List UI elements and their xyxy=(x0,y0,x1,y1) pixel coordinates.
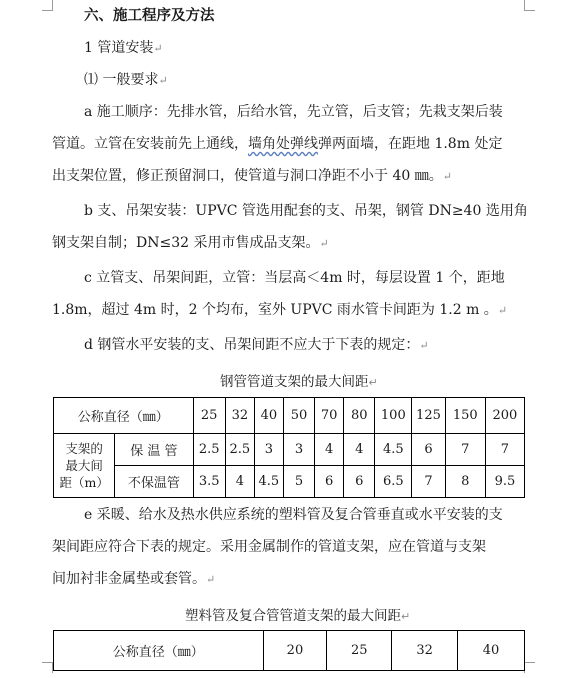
table1-header-label: 公称直径（㎜） xyxy=(54,398,194,434)
table2-caption: 塑料管及复合管管道支架的最大间距↵ xyxy=(185,608,411,624)
para-d: d 钢管水平安装的支、吊架间距不应大于下表的规定：↵ xyxy=(84,337,429,353)
table1-cell: 2.5 xyxy=(225,434,254,466)
table1-cell: 4 xyxy=(315,434,344,466)
page-corner-mark xyxy=(42,662,53,673)
table1-cell: 8 xyxy=(445,466,485,498)
para-c-line1: c 立管支、吊架间距，立管：当层高＜4m 时，每层设置 1 个，距地 xyxy=(84,270,505,286)
table2-header-label: 公称直径（㎜） xyxy=(54,631,264,671)
para-e-line1: e 采暖、给水及热水供应系统的塑料管及复合管垂直或水平安装的支 xyxy=(84,507,503,523)
table1-cell: 7 xyxy=(412,466,445,498)
table1-cell: 6 xyxy=(315,466,344,498)
requirements-title: ⑴ 一般要求↵ xyxy=(84,72,168,88)
table1-cell: 4.5 xyxy=(254,466,283,498)
page-corner-mark xyxy=(42,0,53,11)
subsection-title: 1 管道安装↵ xyxy=(84,40,163,56)
table1-cell: 9.5 xyxy=(485,466,524,498)
para-b-line2: 钢支架自制；DN≤32 采用市售成品支架。↵ xyxy=(52,235,329,251)
table1-cell: 6 xyxy=(412,434,445,466)
table1-cell: 6.5 xyxy=(375,466,412,498)
page-corner-mark xyxy=(524,0,535,11)
para-b-line1: b 支、吊架安装：UPVC 管选用配套的支、吊架，钢管 DN≥40 选用角 xyxy=(84,203,528,219)
plastic-pipe-support-table xyxy=(53,630,525,671)
table1-caption: 钢管管道支架的最大间距↵ xyxy=(220,374,378,390)
table2-diameter: 32 xyxy=(392,631,458,671)
table1-cell: 7 xyxy=(445,434,485,466)
table2-diameter: 25 xyxy=(327,631,392,671)
table1-cell: 7 xyxy=(485,434,524,466)
table1-diameter: 25 xyxy=(193,398,225,434)
table1-row-label: 不保温管 xyxy=(115,466,193,498)
table1-cell: 4 xyxy=(344,434,375,466)
table1-cell: 5 xyxy=(283,466,314,498)
table1-diameter: 70 xyxy=(315,398,344,434)
table2-diameter: 20 xyxy=(263,631,327,671)
table1-diameter: 200 xyxy=(485,398,524,434)
para-e-line3: 间加衬非金属垫或套管。↵ xyxy=(52,571,216,587)
para-c-line2: 1.8m，超过 4m 时，2 个均布，室外 UPVC 雨水管卡间距为 1.2 m 。↵ xyxy=(52,302,508,318)
table1-cell: 3 xyxy=(254,434,283,466)
para-a-line1: a 施工顺序：先排水管，后给水管，先立管，后支管；先栽支架后装 xyxy=(84,104,503,120)
table1-diameter: 100 xyxy=(375,398,412,434)
table1-cell: 4 xyxy=(225,466,254,498)
table1-diameter: 40 xyxy=(254,398,283,434)
para-e-line2: 架间距应符合下表的规定。采用金属制作的管道支架，应在管道与支架 xyxy=(52,539,486,555)
table1-cell: 3.5 xyxy=(193,466,225,498)
steel-pipe-support-table xyxy=(53,397,525,498)
table1-diameter: 150 xyxy=(445,398,485,434)
table1-diameter: 32 xyxy=(225,398,254,434)
table2-diameter: 40 xyxy=(458,631,525,671)
para-a-line3: 出支架位置，修正预留洞口，使管道与洞口净距不小于 40 ㎜。↵ xyxy=(52,168,452,184)
table1-row-label: 保 温 管 xyxy=(115,434,193,466)
spelling-underline: 墙角处弹线 xyxy=(248,136,318,152)
table1-diameter: 80 xyxy=(344,398,375,434)
table1-group-label: 支架的 最大间 距（m） xyxy=(54,434,115,498)
table1-cell: 3 xyxy=(283,434,314,466)
page-corner-mark xyxy=(524,662,535,673)
table1-diameter: 125 xyxy=(412,398,445,434)
table1-cell: 4.5 xyxy=(375,434,412,466)
table1-diameter: 50 xyxy=(283,398,314,434)
para-a-line2: 管道。立管在安装前先上通线，墙角处弹线弹两面墙，在距地 1.8m 处定 xyxy=(52,136,503,152)
section-heading: 六、施工程序及方法 xyxy=(84,8,215,24)
table1-cell: 6 xyxy=(344,466,375,498)
table1-cell: 2.5 xyxy=(193,434,225,466)
